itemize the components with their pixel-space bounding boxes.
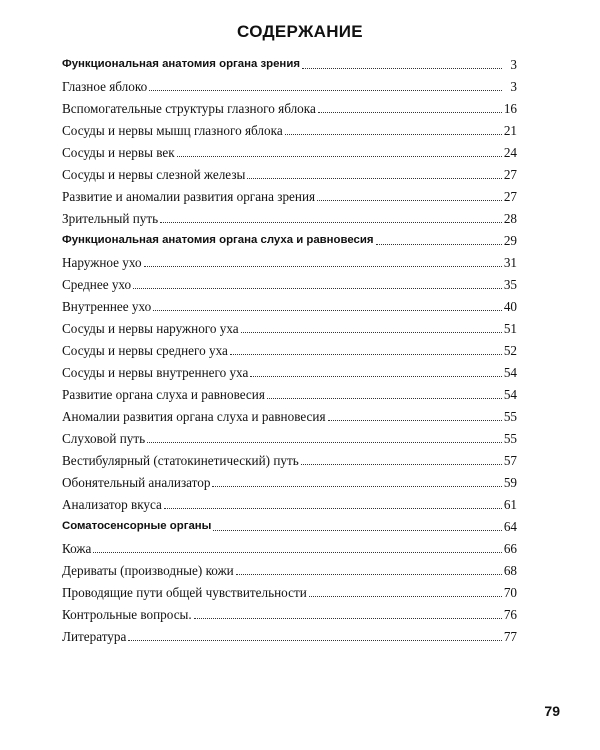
toc-entry-page: 24 — [503, 145, 517, 160]
toc-entry — [62, 380, 517, 402]
toc-entry — [62, 534, 517, 556]
toc-section-heading — [62, 50, 517, 72]
toc-entry — [62, 314, 517, 336]
toc-entry-title: Аномалии развития органа слуха и равновесия — [62, 409, 326, 424]
page-title: СОДЕРЖАНИЕ — [237, 22, 363, 41]
toc-entry — [62, 556, 517, 578]
dot-leader — [160, 222, 502, 223]
toc-entry-title: Внутреннее ухо — [62, 299, 152, 314]
toc-entry-title: Литература — [62, 629, 127, 644]
toc-entry-title: Сосуды и нервы внутреннего уха — [62, 365, 249, 380]
toc-entry-page: 3 — [510, 57, 517, 72]
toc-entry-page: 54 — [503, 365, 517, 380]
toc-entry — [62, 446, 517, 468]
toc-entry — [62, 622, 517, 644]
toc-entry-page: 54 — [503, 387, 517, 402]
toc-entry-page: 55 — [503, 409, 517, 424]
toc-section-heading — [62, 226, 517, 248]
toc-entry-title: Вспомогательные структуры глазного яблока — [62, 101, 316, 116]
toc-entry-title: Развитие органа слуха и равновесия — [62, 387, 265, 402]
toc-entry-page: 21 — [503, 123, 517, 138]
toc-entry — [62, 490, 517, 512]
toc-entry-page: 68 — [503, 563, 517, 578]
toc-entry-title: Сосуды и нервы слезной железы — [62, 167, 246, 182]
toc-entry-page: 28 — [503, 211, 517, 226]
toc-entry-title: Обонятельный анализатор — [62, 475, 211, 490]
toc-entry-title: Сосуды и нервы век — [62, 145, 175, 160]
toc-entry-title: Кожа — [62, 541, 92, 556]
dot-leader — [230, 354, 502, 355]
dot-leader — [301, 464, 502, 465]
toc-entry-title: Слуховой путь — [62, 431, 146, 446]
toc-entry-page: 76 — [503, 607, 517, 622]
toc-entry-page: 31 — [503, 255, 517, 270]
toc-entry-page: 29 — [503, 233, 517, 248]
toc-entry-title: Функциональная анатомия органа зрения — [62, 58, 300, 70]
toc-entry-title: Наружное ухо — [62, 255, 142, 270]
toc-entry-title: Зрительный путь — [62, 211, 159, 226]
toc-entry-page: 66 — [503, 541, 517, 556]
toc-entry-page: 3 — [510, 79, 517, 94]
toc-entry — [62, 138, 517, 160]
toc-entry-title: Глазное яблоко — [62, 79, 148, 94]
dot-leader — [328, 420, 502, 421]
toc-entry-page: 16 — [503, 101, 517, 116]
toc-entry-title: Вестибулярный (статокинетический) путь — [62, 453, 299, 468]
toc-entry — [62, 468, 517, 490]
dot-leader — [302, 68, 502, 69]
toc-entry-page: 52 — [503, 343, 517, 358]
dot-leader — [309, 596, 502, 597]
dot-leader — [250, 376, 502, 377]
toc-entry — [62, 578, 517, 600]
toc-entry — [62, 292, 517, 314]
dot-leader — [247, 178, 502, 179]
toc-entry-page: 61 — [503, 497, 517, 512]
toc-entry-title: Сосуды и нервы наружного уха — [62, 321, 239, 336]
toc-entry — [62, 336, 517, 358]
dot-leader — [93, 552, 502, 553]
dot-leader — [164, 508, 502, 509]
toc-entry-title: Соматосенсорные органы — [62, 520, 212, 532]
toc-entry — [62, 600, 517, 622]
dot-leader — [147, 442, 502, 443]
toc-entry-page: 27 — [503, 189, 517, 204]
dot-leader — [317, 200, 502, 201]
toc-entry-page: 35 — [503, 277, 517, 292]
dot-leader — [241, 332, 502, 333]
toc-entry-page: 40 — [503, 299, 517, 314]
toc-entry — [62, 116, 517, 138]
toc-entry-page: 57 — [503, 453, 517, 468]
dot-leader — [194, 618, 502, 619]
toc-entry-title: Проводящие пути общей чувствительности — [62, 585, 307, 600]
toc-entry-title: Среднее ухо — [62, 277, 132, 292]
toc-entry — [62, 270, 517, 292]
toc-entry-page: 55 — [503, 431, 517, 446]
toc-entry — [62, 358, 517, 380]
dot-leader — [128, 640, 502, 641]
dot-leader — [212, 486, 502, 487]
toc-entry-title: Контрольные вопросы. — [62, 607, 192, 622]
toc-entry-title: Развитие и аномалии развития органа зрения — [62, 189, 316, 204]
dot-leader — [213, 530, 502, 531]
toc-entry — [62, 248, 517, 270]
toc-section-heading — [62, 512, 517, 534]
toc-entry-page: 70 — [503, 585, 517, 600]
toc-entry-title: Анализатор вкуса — [62, 497, 162, 512]
dot-leader — [144, 266, 502, 267]
dot-leader — [236, 574, 502, 575]
toc-entry — [62, 424, 517, 446]
toc-entry-title: Сосуды и нервы мышц глазного яблока — [62, 123, 283, 138]
dot-leader — [133, 288, 502, 289]
toc-entry-page: 51 — [503, 321, 517, 336]
toc-entry — [62, 182, 517, 204]
toc-entry-title: Функциональная анатомия органа слуха и равновесия — [62, 234, 374, 246]
toc-entry-page: 77 — [503, 629, 517, 644]
toc-entry-page: 59 — [503, 475, 517, 490]
toc-entry — [62, 94, 517, 116]
dot-leader — [177, 156, 502, 157]
toc-entry-page: 27 — [503, 167, 517, 182]
dot-leader — [318, 112, 502, 113]
toc-entry — [62, 402, 517, 424]
page-number: 79 — [544, 703, 560, 719]
dot-leader — [285, 134, 502, 135]
toc-entry-title: Дериваты (производные) кожи — [62, 563, 234, 578]
toc-entry — [62, 72, 517, 94]
table-of-contents — [62, 50, 517, 644]
toc-entry — [62, 160, 517, 182]
toc-entry-title: Сосуды и нервы среднего уха — [62, 343, 228, 358]
toc-entry — [62, 204, 517, 226]
toc-entry-page: 64 — [503, 519, 517, 534]
dot-leader — [149, 90, 502, 91]
dot-leader — [376, 244, 502, 245]
dot-leader — [267, 398, 502, 399]
dot-leader — [153, 310, 502, 311]
